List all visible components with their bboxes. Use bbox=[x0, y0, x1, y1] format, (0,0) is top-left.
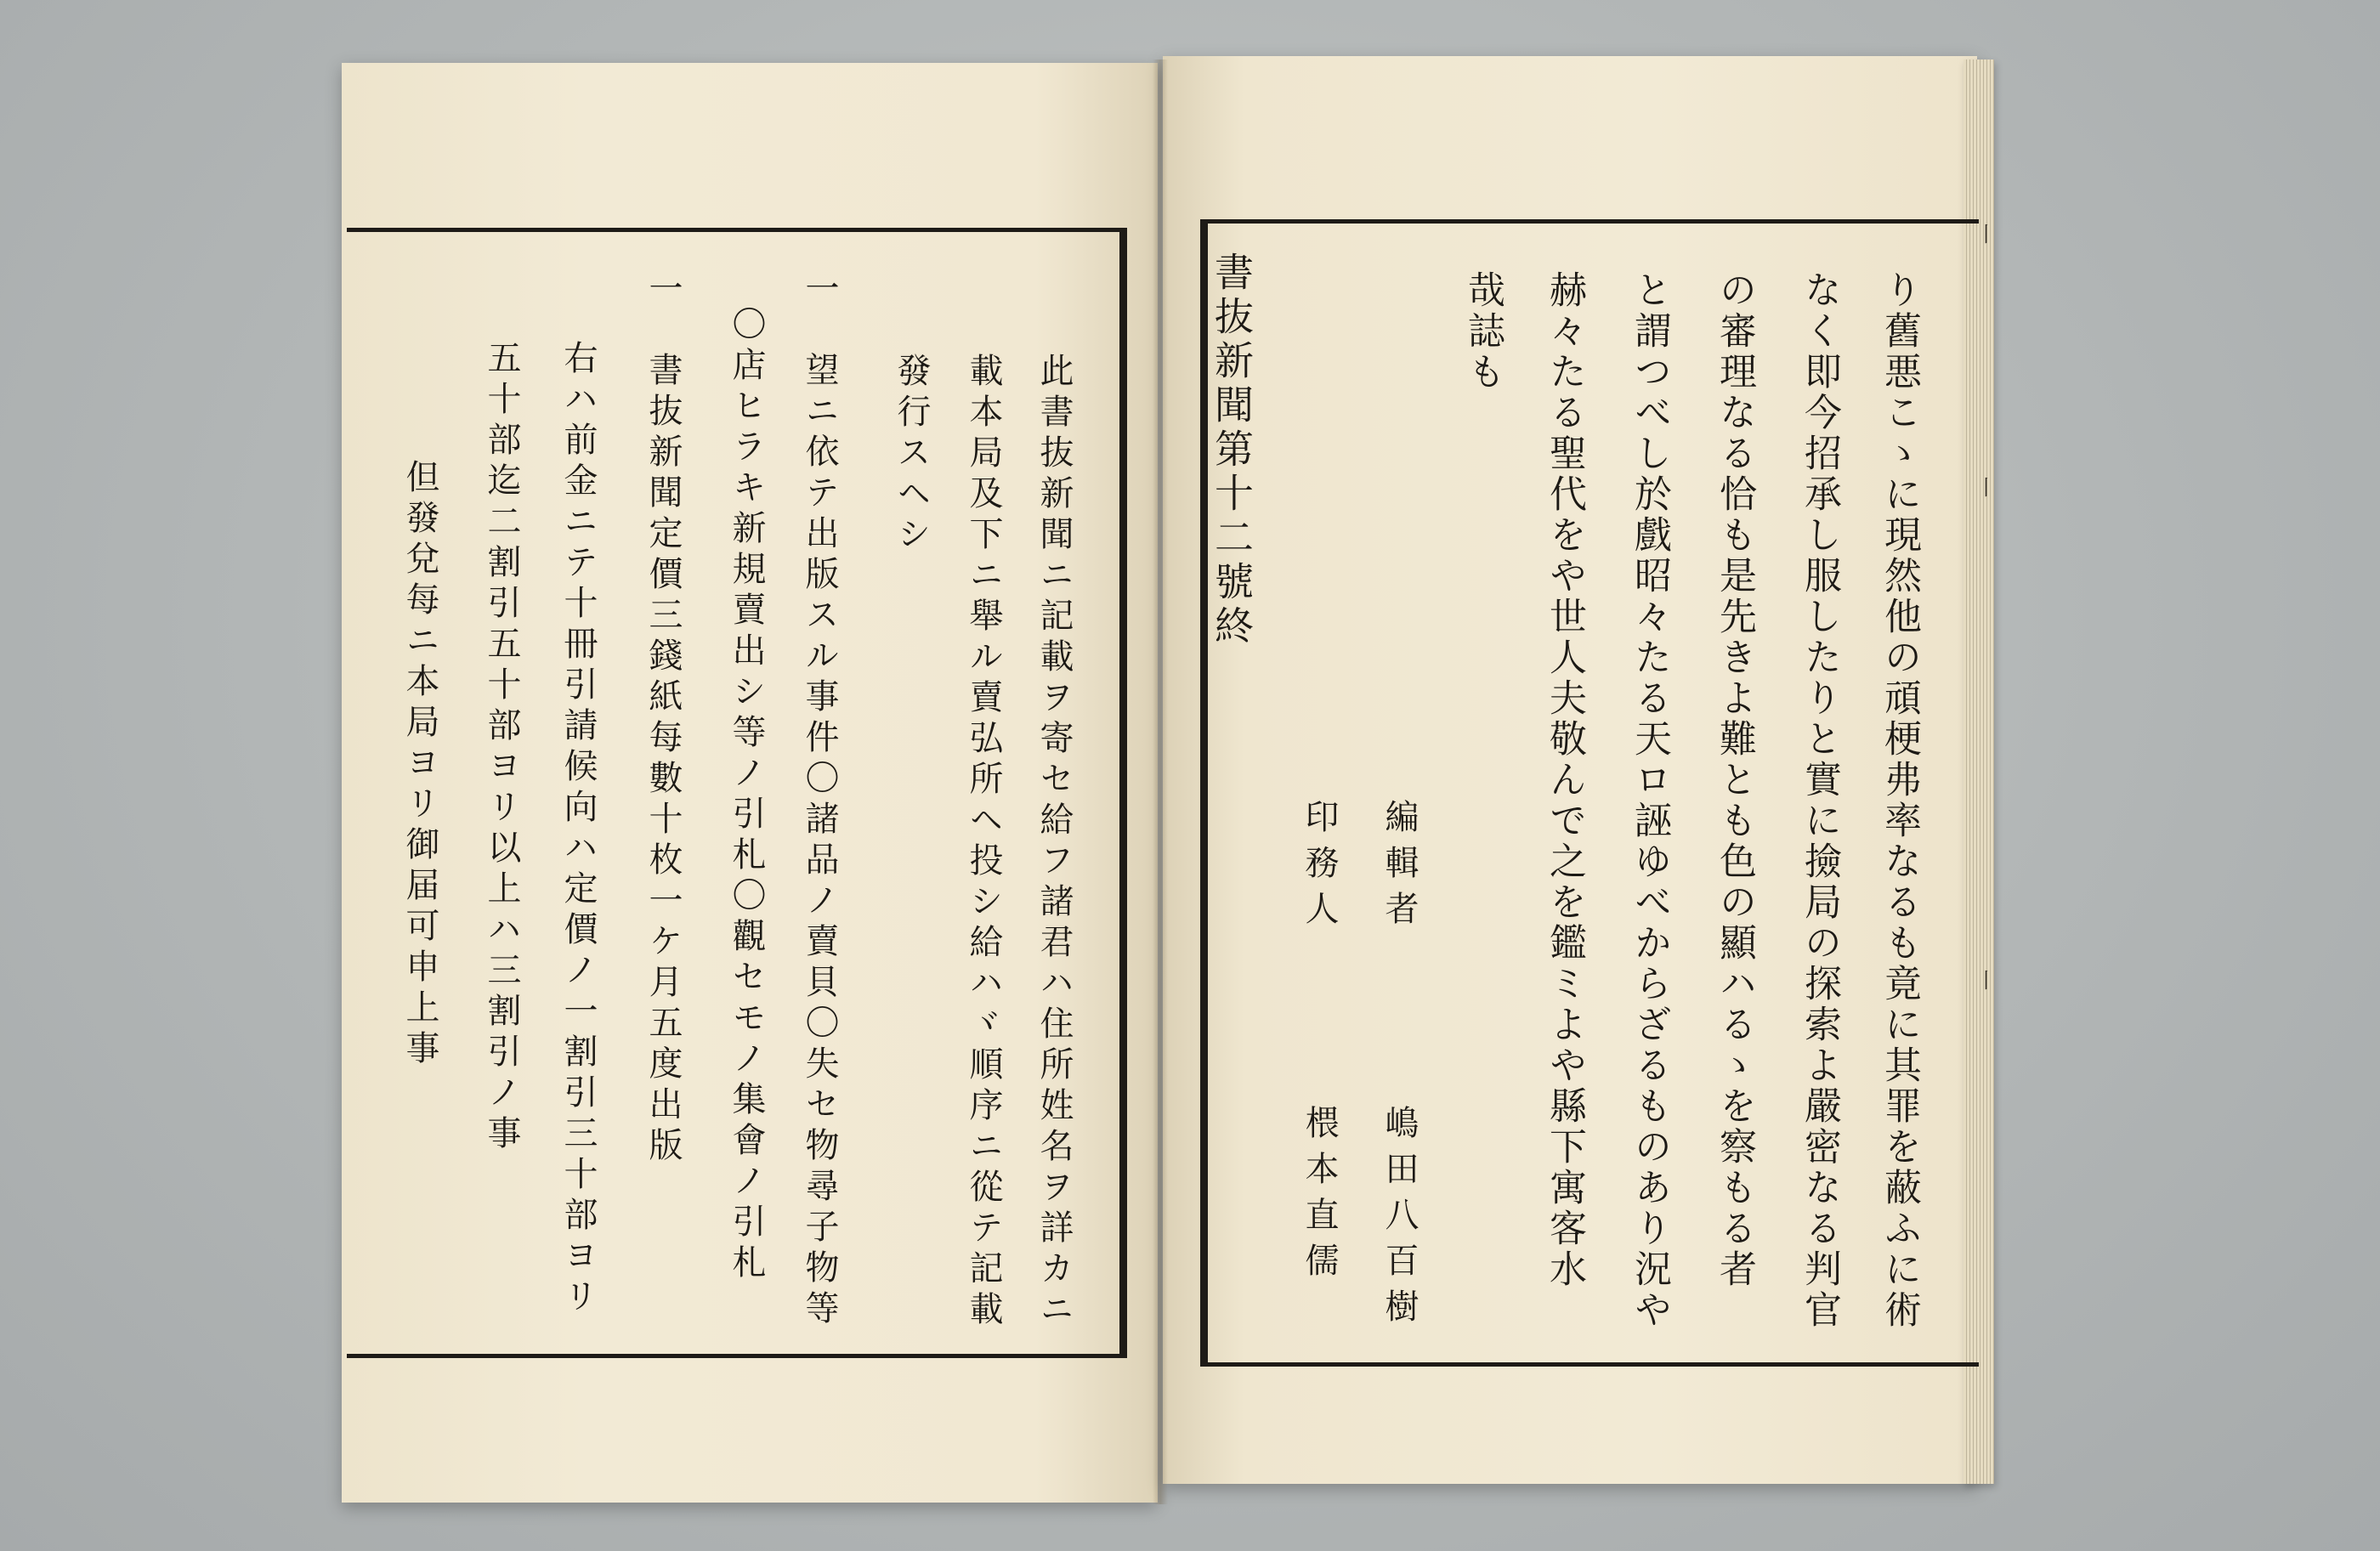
left-column-4: 一 望ニ依テ出版スル事件〇諸品ノ賣貝〇失セ物尋子物等 bbox=[800, 270, 839, 1331]
left-column-5: 〇店ヒラキ新規賣出シ等ノ引札〇觀セモノ集會ノ引札 bbox=[727, 306, 766, 1285]
printer-label: 印務人 bbox=[1300, 799, 1339, 937]
left-column-2: 載本局及下ニ舉ル賣弘所ヘ投シ給ハヾ順序ニ從テ記載 bbox=[964, 353, 1003, 1332]
right-column-6: 哉誌も bbox=[1461, 270, 1504, 393]
left-column-9: 但發兌每ニ本局ヨリ御届可申上事 bbox=[400, 459, 439, 1071]
edge-mark-lower: 〡 bbox=[1971, 969, 1997, 991]
edge-mark-middle: 〡 bbox=[1971, 476, 1997, 498]
issue-end-title: 書抜新聞第十二號終 bbox=[1209, 252, 1255, 649]
editor-name: 嶋田八百樹 bbox=[1380, 1105, 1419, 1334]
right-column-1: り舊悪こゝに現然他の頑梗弗率なるも竟に其罪を蔽ふに術 bbox=[1878, 270, 1921, 1331]
left-column-3: 發行スヘシ bbox=[892, 353, 931, 557]
left-column-7: 右ハ前金ニテ十冊引請候向ハ定價ノ一割引三十部ヨリ bbox=[558, 340, 598, 1319]
right-column-2: なく即今招承し服したりと實に撿局の探索よ嚴密なる判官 bbox=[1798, 270, 1841, 1331]
left-column-1: 此書抜新聞ニ記載ヲ寄セ給フ諸君ハ住所姓名ヲ詳カニ bbox=[1034, 353, 1074, 1332]
left-column-6: 一 書抜新聞定價三錢紙每數十枚一ケ月五度出版 bbox=[643, 270, 683, 1168]
right-column-3: の審理なる恰も是先きよ難とも色の顯ハるゝを察もる者 bbox=[1713, 270, 1756, 1290]
edge-mark-top: 〡 bbox=[1971, 223, 1997, 245]
book-gutter bbox=[1153, 59, 1168, 1504]
left-column-8: 五十部迄二割引五十部ヨリ以上ハ三割引ノ事 bbox=[482, 340, 521, 1156]
right-column-4: と謂つべし於戲昭々たる天ロ誣ゆべからざるものあり況や bbox=[1628, 270, 1671, 1331]
printer-name: 椳本直儒 bbox=[1300, 1105, 1339, 1288]
right-column-5: 赫々たる聖代をや世人夫敬んで之を鑑ミよや縣下寓客水 bbox=[1543, 270, 1586, 1290]
editor-label: 編輯者 bbox=[1380, 799, 1419, 937]
